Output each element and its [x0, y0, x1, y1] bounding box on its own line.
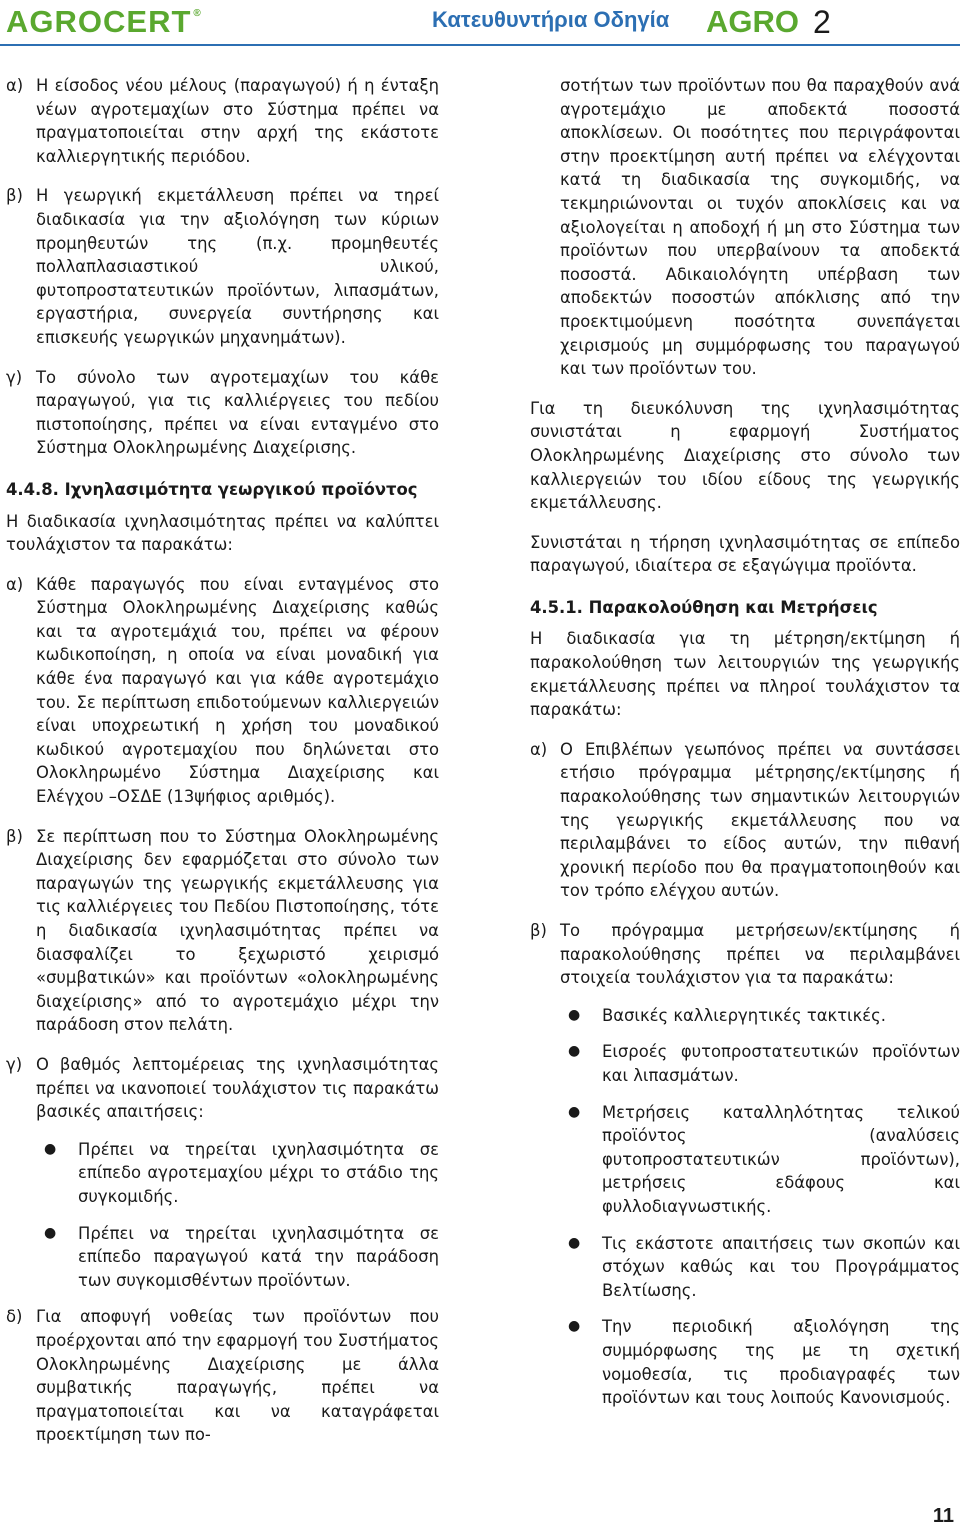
- continued-text: [530, 74, 960, 381]
- list-item: [530, 738, 960, 903]
- section-title: Παρακολούθηση και Μετρήσεις: [588, 597, 878, 617]
- section-number: 4.5.1.: [530, 597, 583, 617]
- section-heading: [6, 478, 439, 502]
- bullet-text: Πρέπει να τηρείται ιχνηλασιμότητα σε επίπεδο αγροτεμαχίου μέχρι το στάδιο της συγκομιδής.: [78, 1139, 439, 1206]
- item-label: β): [6, 186, 23, 206]
- list-item: [6, 366, 439, 460]
- item-text: Για αποφυγή νοθείας των προϊόντων που προέρχονται από την εφαρμογή του Συστήματος Ολοκληρωμένης Διαχείρισης με άλλα συμβατικής παραγωγής, πρέπει να πραγματοποιείται και να καταγράφεται προεκτίμηση των πο-: [36, 1307, 439, 1445]
- page-header: [0, 0, 960, 44]
- bullet-list: [6, 1138, 439, 1293]
- registered-mark-icon: ®: [193, 8, 202, 19]
- item-text: Το πρόγραμμα μετρήσεων/εκτίμησης ή παρακολούθησης πρέπει να περιλαμβάνει στοιχεία τουλάχιστον για τα παρακάτω:: [560, 921, 960, 988]
- bullet-item: [560, 1101, 960, 1219]
- bullet-icon: ●: [568, 1234, 581, 1251]
- page-number: 11: [932, 1505, 954, 1527]
- bullet-item: [36, 1222, 439, 1293]
- agro-logo: [706, 2, 831, 42]
- item-text: Η είσοδος νέου μέλους (παραγωγού) ή η ένταξη νέων αγροτεμαχίων στο Σύστημα πρέπει να πραγματοποιείται στην αρχή της εκάστοτε καλλιεργητικής περιόδου.: [36, 76, 439, 166]
- item-label: α): [6, 574, 24, 594]
- item-label: α): [530, 739, 548, 759]
- bullet-item: [560, 1040, 960, 1087]
- item-label: β): [530, 921, 547, 940]
- header-title: Κατευθυντήρια Οδηγία: [432, 7, 670, 32]
- bullet-text: Μετρήσεις καταλληλότητας τελικού προϊόντος (αναλύσεις φυτοπροστατευτικών προϊόντων), μετρήσεις εδάφους και φυλλοδιαγνωστικής.: [602, 1102, 960, 1216]
- section-title: Ιχνηλασιμότητα γεωργικού προϊόντος: [64, 479, 418, 499]
- list-item: [6, 825, 439, 1037]
- bullet-icon: ●: [568, 1318, 581, 1335]
- right-column: [530, 74, 960, 1423]
- item-text: Η γεωργική εκμετάλλευση πρέπει να τηρεί διαδικασία για την αξιολόγηση των κύριων προμηθευτών της (π.χ. προμηθευτές πολλαπλασιαστικού υλικού, φυτοπροστατευτικών προϊόντων, λιπασμάτων, εργαστήρια, συνεργεία συντήρησης και επισκευής γεωργικών μηχανημάτων).: [36, 186, 439, 347]
- left-column: [6, 74, 439, 1463]
- list-item: [6, 1305, 439, 1447]
- list-item: [6, 74, 439, 168]
- item-text: Κάθε παραγωγός που είναι ενταγμένος στο Σύστημα Ολοκληρωμένης Διαχείρισης καθώς και τα αγροτεμάχιά του, πρέπει να φέρουν κωδικοποίηση, η οποία να είναι μοναδική για κάθε ένα παραγωγό και για κάθε αγροτεμάχιο του. Σε περίπτωση επιδοτούμενων καλλιεργειών είναι υποχρεωτική η χρήση του μοναδικού κωδικού αγροτεμαχίου που δηλώνεται στο Ολοκληρωμένο Σύστημα Διαχείρισης και Ελέγχου –ΟΣΔΕ (13ψήφιος αριθμός).: [36, 574, 439, 807]
- bullet-icon: ●: [44, 1140, 57, 1157]
- bullet-list: [530, 1004, 960, 1410]
- agrocert-logo-text: AGROCERT: [6, 4, 192, 39]
- agro-logo-text: AGRO: [706, 4, 799, 39]
- list-item: [6, 573, 439, 809]
- bullet-icon: ●: [44, 1224, 57, 1241]
- list-item: [6, 184, 439, 349]
- bullet-icon: ●: [568, 1103, 581, 1120]
- continued-paragraph: σοτήτων των προϊόντων που θα παραχθούν ανά αγροτεμάχιο με αποδεκτά ποσοστά αποκλίσεων. Οι ποσότητες που περιγράφονται στην προεκτίμηση αυτή πρέπει να ελέγχονται κατά τη διαδικασία της συγκομιδής, να τεκμηριώνονται οι τυχόν αποκλίσεις και να αξιολογείται η αποδοχή ή μη στο Σύστημα των προϊόντων που υπερβαίνουν τα αποδεκτά ποσοστά. Αδικαιολόγητη υπέρβαση των αποδεκτών ποσοστών απόκλισης από την προεκτιμούμενη ποσότητα συνεπάγεται χειρισμούς μη συμμόρφωσης του παραγωγού και των προϊόντων του.: [560, 76, 960, 379]
- item-label: β): [6, 826, 23, 846]
- bullet-text: Βασικές καλλιεργητικές τακτικές.: [602, 1005, 886, 1025]
- section-intro: Η διαδικασία ιχνηλασιμότητας πρέπει να καλύπτει τουλάχιστον τα παρακάτω:: [6, 511, 439, 555]
- section-intro: Η διαδικασία για τη μέτρηση/εκτίμηση ή παρακολούθηση των λειτουργιών της γεωργικής εκμετάλλευσης πρέπει να πληροί τουλάχιστον τα παρακάτω:: [530, 629, 960, 720]
- paragraph: Συνιστάται η τήρηση ιχνηλασιμότητας σε επίπεδο παραγωγού, ιδιαίτερα σε εξαγώγιμα προϊόντα.: [530, 532, 960, 576]
- item-text: Το σύνολο των αγροτεμαχίων του κάθε παραγωγού, για τις καλλιέργειες του πεδίου πιστοποίησης, πρέπει να είναι ενταγμένο στο Σύστημα Ολοκληρωμένης Διαχείρισης.: [36, 367, 439, 458]
- bullet-text: Τις εκάστοτε απαιτήσεις των σκοπών και στόχων καθώς και του Προγράμματος Βελτίωσης.: [602, 1233, 960, 1300]
- item-label: α): [6, 76, 24, 95]
- section-heading: [530, 596, 960, 620]
- bullet-text: Πρέπει να τηρείται ιχνηλασιμότητα σε επίπεδο παραγωγού κατά την παράδοση των συγκομισθέντων προϊόντων.: [78, 1223, 439, 1290]
- bullet-item: [560, 1232, 960, 1303]
- bullet-item: [560, 1315, 960, 1409]
- list-item: [6, 1053, 439, 1124]
- item-text: Ο Επιβλέπων γεωπόνος πρέπει να συντάσσει ετήσιο πρόγραμμα μέτρησης/εκτίμησης ή παρακολούθησης των σημαντικών λειτουργιών της γεωργικής εκμετάλλευσης που να περιλαμβάνει το είδος αυτών, την πιθανή χρονική περίοδο που θα πραγματοποιηθούν και τον τρόπο ελέγχου αυτών.: [560, 739, 960, 901]
- item-label: γ): [6, 1054, 23, 1074]
- bullet-icon: ●: [568, 1006, 581, 1023]
- bullet-icon: ●: [568, 1043, 581, 1060]
- bullet-text: Την περιοδική αξιολόγηση της συμμόρφωσης της με τη σχετική νομοθεσία, τις προδιαγραφές των προϊόντων και τους λοιπούς Κανονισμούς.: [602, 1317, 960, 1408]
- agrocert-logo: [6, 2, 202, 42]
- item-text: Ο βαθμός λεπτομέρειας της ιχνηλασιμότητας πρέπει να ικανοποιεί τουλάχιστον τις παρακάτω βασικές απαιτήσεις:: [36, 1054, 439, 1122]
- item-label: δ): [6, 1307, 23, 1327]
- item-text: Σε περίπτωση που το Σύστημα Ολοκληρωμένης Διαχείρισης δεν εφαρμόζεται στο σύνολο των παραγωγών της γεωργικής εκμετάλλευσης για τις καλλιέργειες του Πεδίου Πιστοποίησης, τότε η διαδικασία ιχνηλασιμότητας πρέπει να διασφαλίζει το ξεχωριστό χειρισμό «συμβατικών» και προϊόντων «ολοκληρωμένης διαχείρισης» από το αγροτεμάχιο μέχρι την παράδοση στον πελάτη.: [36, 826, 439, 1035]
- header-divider: [0, 44, 960, 46]
- bullet-text: Εισροές φυτοπροστατευτικών προϊόντων και λιπασμάτων.: [602, 1042, 960, 1085]
- agro-logo-number: 2: [813, 3, 831, 40]
- bullet-item: [560, 1004, 960, 1028]
- item-label: γ): [6, 367, 23, 387]
- bullet-item: [36, 1138, 439, 1209]
- list-item: [530, 919, 960, 990]
- section-number: 4.4.8.: [6, 479, 59, 499]
- paragraph: Για τη διευκόλυνση της ιχνηλασιμότητας συνιστάται η εφαρμογή Συστήματος Ολοκληρωμένης Διαχείρισης στο σύνολο των καλλιεργειών του ιδίου είδους της γεωργικής εκμετάλλευσης.: [530, 398, 960, 513]
